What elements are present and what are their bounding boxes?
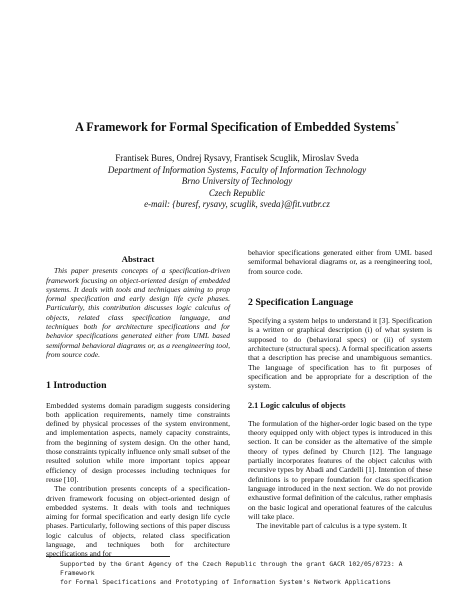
- intro-paragraph-2: The contribution presents concepts of a specification-driven framework focusing on object-oriented design of embedded systems. It deals with tools and techniques aiming for formal specification and early design life cycle phases. Particularly, following sections of this paper discuss logic calculus of objects, related class specification language, and techniques both for architecture specifications and for: [46, 484, 230, 559]
- affiliation-university: Brno University of Technology: [181, 176, 293, 187]
- calculus-paragraph-1: The formulation of the higher-order logic based on the type theory equipped only with object types is introduced in this section. It can be consider as the alternative of the simple theory of types defined by Church [12]. The language partially incorporates features of the object calculus with recursive types by Abadi and Cardelli [1]. Intention of these definitions is to prepare foundation for class specification language introduced in the next section. We do not provide exhaustive formal definition of the calculus, rather emphasis on the basic logical and operational features of the calculus will take place.: [248, 418, 432, 521]
- intro-paragraph-1: Embedded systems domain paradigm suggests considering both application requirements, namely time constraints defined by physical processes of the system environment, and implementation aspects, namely capacity constraints, from the beginning of system design. On the other hand, those constraints typically influence only small subset of the resulted solution while more important topics appear efficiency of design processes including techniques for reuse [10].: [46, 400, 230, 484]
- section-2-heading: 2 Specification Language: [248, 296, 354, 308]
- calculus-paragraph-2: The inevitable part of calculus is a type system. It: [256, 521, 407, 531]
- footnote: [60, 560, 432, 586]
- title-footnote-mark: *: [395, 120, 399, 128]
- affiliation-country: Czech Republic: [208, 187, 266, 198]
- abstract-text: This paper presents concepts of a specification-driven framework focusing on object-oriented design of embedded systems. It deals with tools and techniques aiming to prop formal specification and early design life cycle phases. Particularly, this contribution discusses logic calculus of objects, related class specification language, and techniques both for architecture specifications and for behavior specifications generated either from UML based semiformal behavioral diagrams or, as a reengineering tool, from source code.: [46, 266, 230, 359]
- paper-title: [0, 120, 474, 135]
- footnote-rule: [46, 556, 170, 557]
- abstract-heading: Abstract: [121, 254, 155, 264]
- author-names: Frantisek Bures, Ondrej Rysavy, Frantisek Scuglik, Miroslav Sveda: [115, 153, 359, 163]
- footnote-line-2: for Formal Specifications and Prototyping of Information System's Network Applications: [60, 577, 391, 586]
- spec-paragraph-1: Specifying a system helps to understand it [3]. Specification is a written or graphical description (i) of what system is supposed to do (behavioral specs) or (ii) of system architecture (structural specs). A formal specification asserts that a description has precise and unambiguous semantics. The language of specification has to fit purposes of specification and be appropriate for a description of the system.: [248, 316, 432, 391]
- footnote-line-1: Supported by the Grant Agency of the Czech Republic through the grant GACR 102/05/0723: A Framework: [60, 560, 403, 577]
- affiliation-department: Department of Information Systems, Faculty of Information Technology: [107, 164, 367, 175]
- continued-paragraph: behavior specifications generated either from UML based semiformal behavioral diagrams or, as a reengineering tool, from source code.: [248, 248, 432, 276]
- author-email: e-mail: {buresf, rysavy, scuglik, sveda}@fit.vutbr.cz: [144, 199, 330, 210]
- paper-title-text: A Framework for Formal Specification of Embedded Systems: [75, 120, 396, 135]
- author-block: [0, 153, 474, 211]
- left-column: [46, 255, 230, 559]
- right-column: [248, 248, 432, 530]
- section-1-heading: 1 Introduction: [46, 380, 107, 392]
- section-2-1-heading: 2.1 Logic calculus of objects: [248, 400, 346, 410]
